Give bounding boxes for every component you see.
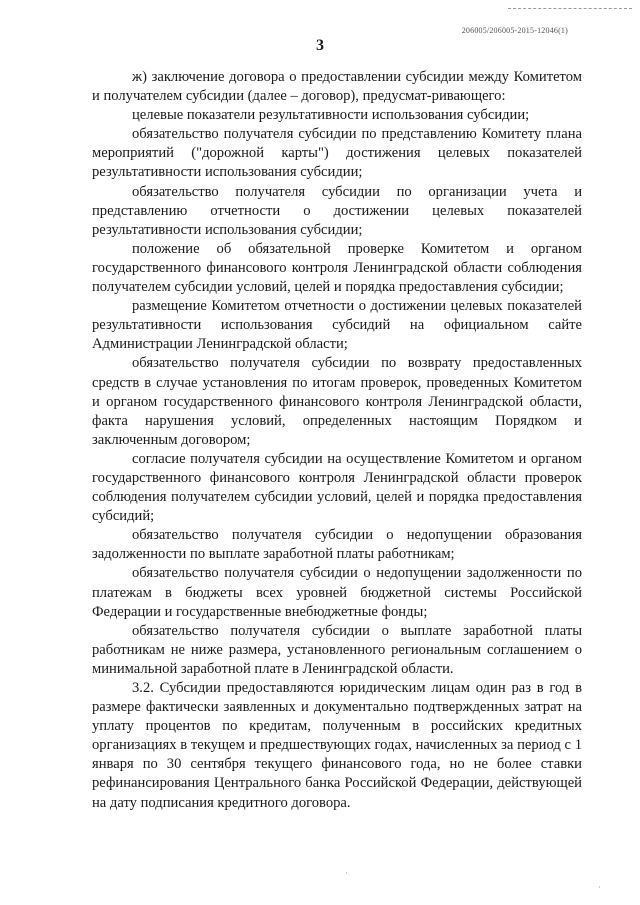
paragraph-inspection-consent: согласие получателя субсидии на осуществление Комитетом и органом государственного финансового контроля Ленинградской области проверок соблюдения получателем субсидии условий, целей и порядка предоставления субсидий;: [92, 450, 582, 525]
paragraph-report-publication: размещение Комитетом отчетности о достижении целевых показателей результативности использования субсидий на официальном сайте Администрации Ленинградской области;: [92, 298, 582, 353]
paragraph-reporting-obligation: обязательство получателя субсидии по организации учета и представлению отчетности о достижении целевых показателей результативности использования субсидии;: [92, 183, 582, 238]
paragraph-wage-arrears: обязательство получателя субсидии о недопущении образования задолженности по выплате заработной платы работникам;: [92, 527, 582, 563]
paragraph-minimum-wage: обязательство получателя субсидии о выплате заработной платы работникам не ниже размера, установленного региональным соглашением о минимальной заработной плате в Ленинградской области.: [92, 622, 582, 677]
document-body: [92, 68, 582, 813]
page-number: 3: [316, 37, 324, 54]
paragraph-budget-arrears: обязательство получателя субсидии о недопущении задолженности по платежам в бюджеты всех уровней бюджетной системы Российской Федерации и государственные внебюджетные фонды;: [92, 565, 582, 620]
scan-mark: ·: [598, 882, 601, 892]
paragraph-item-zh: ж) заключение договора о предоставлении субсидии между Комитетом и получателем субсидии (далее – договор), предусмат-ривающего:: [92, 69, 582, 105]
paragraph-refund-obligation: обязательство получателя субсидии по возврату предоставленных средств в случае установления по итогам проверок, проведенных Комитетом и органом государственного финансового контроля Ленинградской области, факта нарушения условий, определенных настоящим Порядком и заключенным договором;: [92, 355, 582, 448]
paragraph-section-3-2: 3.2. Субсидии предоставляются юридическим лицам один раз в год в размере фактически заявленных и документально подтвержденных затрат на уплату процентов по кредитам, полученным в российских кредитных организациях в текущем и предшествующих годах, начисленных за период с 1 января по 30 сентября текущего финансового года, но не более ставки рефинансирования Центрального банка Российской Федерации, действующей на дату подписания кредитного договора.: [92, 680, 582, 811]
scan-mark: ·: [345, 868, 348, 878]
paragraph-mandatory-inspection: положение об обязательной проверке Комитетом и органом государственного финансового контроля Ленинградской области соблюдения получателем субсидии условий, целей и порядка предоставления субсидии;: [92, 240, 582, 296]
document-code: 206005/206005-2015-12046(1): [461, 26, 568, 35]
paragraph-target-indicators: целевые показатели результативности использования субсидии;: [132, 107, 530, 124]
paragraph-roadmap-obligation: обязательство получателя субсидии по представлению Комитету плана мероприятий ("дорожной карты") достижения целевых показателей результативности использования субсидии;: [92, 126, 582, 181]
top-scan-line: [508, 8, 632, 9]
